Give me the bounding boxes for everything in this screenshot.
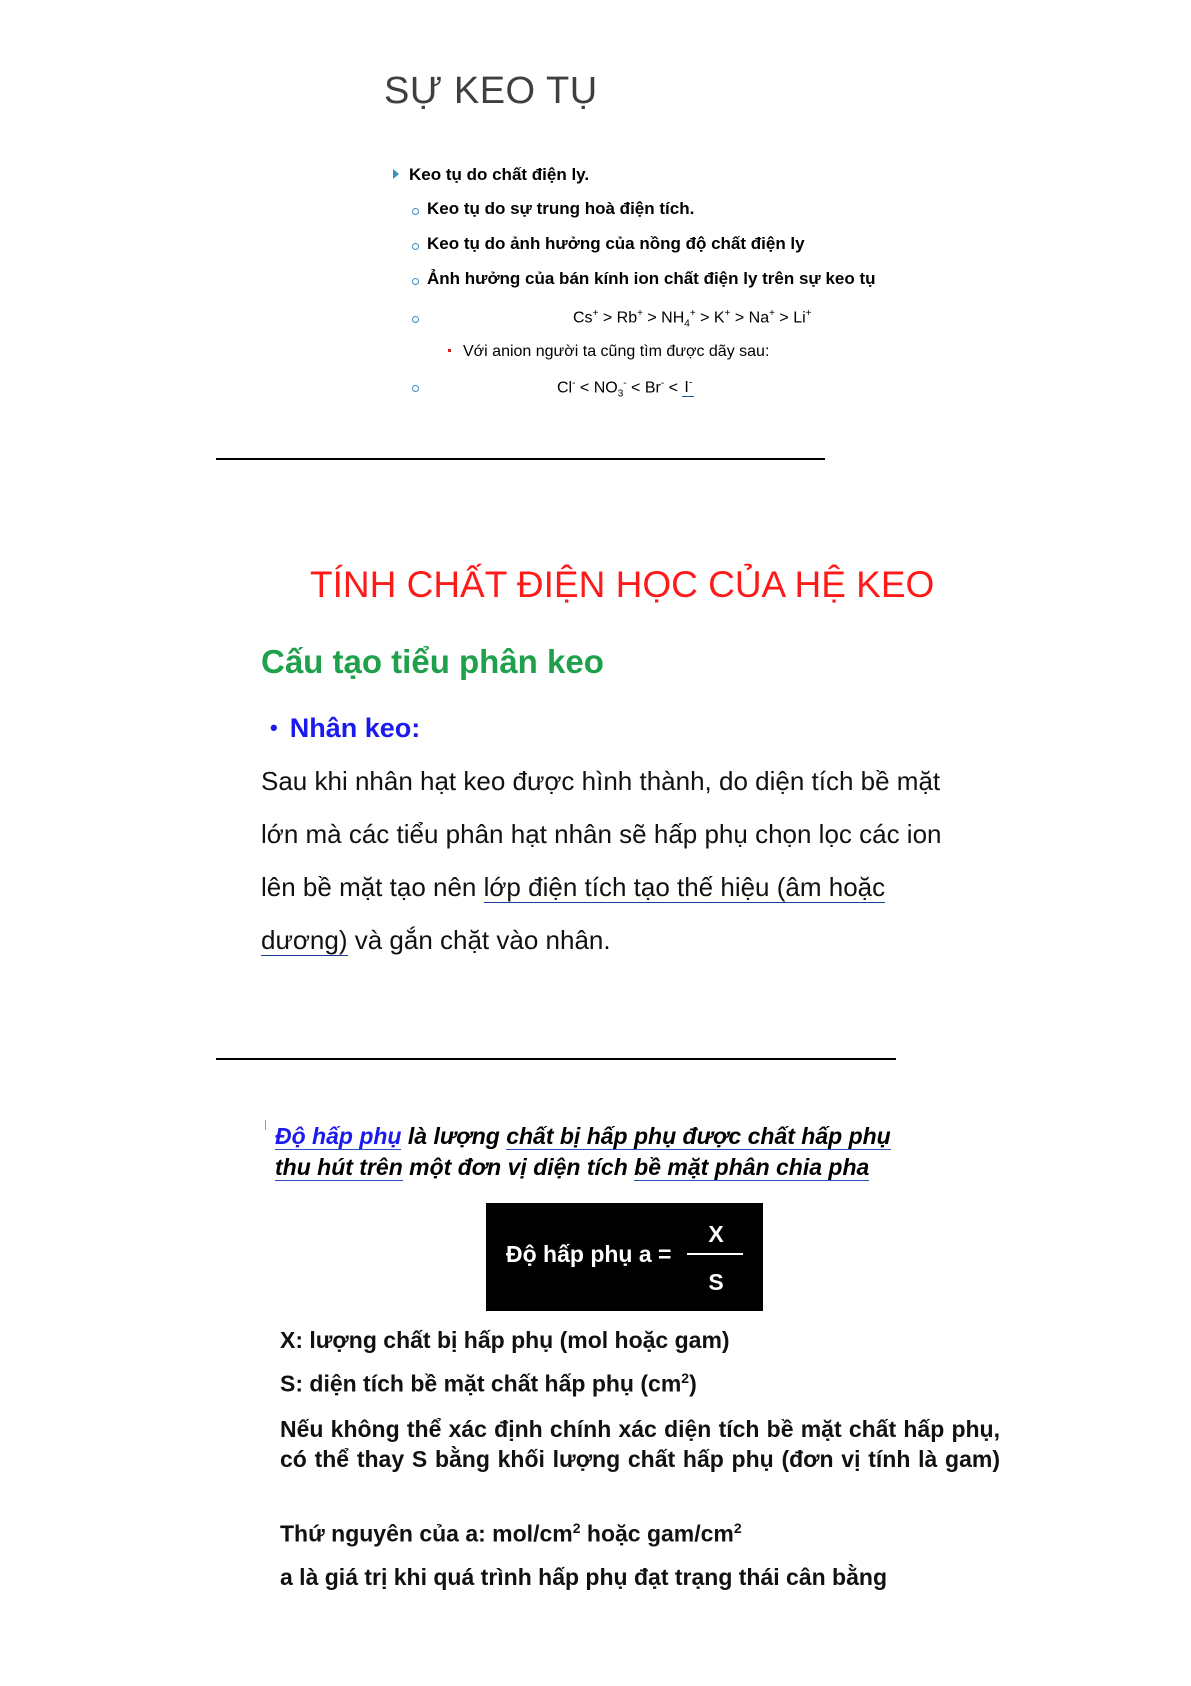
definition-s: S: diện tích bề mặt chất hấp phụ $(cm^2)$ (280, 1370, 697, 1397)
sub-item-nong-do: Keo tụ do ảnh hưởng của nồng độ chất điện ly (427, 234, 805, 253)
anion-series: $Cl^- < NO_3^- < Br^- < I^-$ (557, 378, 693, 400)
bullet-dot-icon: • (270, 715, 278, 740)
underlined-phrase: lớp điện tích tạo thế hiệu (âm hoặc (483, 872, 886, 902)
bullet-nhan-keo (270, 713, 420, 744)
formula-box (486, 1203, 763, 1311)
triangle-bullet-icon (393, 169, 399, 179)
red-square-bullet-icon (448, 349, 451, 352)
sub-item-trung-hoa: Keo tụ do sự trung hoà điện tích. (427, 199, 695, 218)
fraction-bar (687, 1253, 743, 1255)
main-bullet-keo-tu-dien-ly (393, 165, 589, 185)
definition-line-1: Độ hấp phụ là lượng chất bị hấp phụ được chất hấp phụ (275, 1123, 891, 1149)
circle-bullet-icon (412, 208, 419, 215)
subtitle-cau-tao-tieu-phan-keo: Cấu tạo tiểu phân keo (261, 643, 604, 680)
dimension-line: Thứ nguyên của a: mol/$cm^2$ hoặc gam/$cm^2$ (280, 1520, 742, 1547)
cation-series: $Cs^+ > Rb^+ > NH_4^+ > K^+ > Na^+ > Li^+$ (573, 308, 812, 330)
note-paragraph: Nếu không thể xác định chính xác diện tích bề mặt chất hấp phụ, có thể thay S bằng khối lượng chất hấp phụ (đơn vị tính là gam) (280, 1416, 1000, 1472)
paragraph-line-3: lên bề mặt tạo nên lớp điện tích tạo thế hiệu (âm hoặc (261, 872, 886, 902)
section-title-su-keo-tu: SỰ KEO TỤ (384, 70, 598, 112)
underlined-phrase: dương) (261, 925, 348, 955)
text-cursor-mark (265, 1120, 266, 1130)
section-title-tinh-chat-dien-hoc: TÍNH CHẤT ĐIỆN HỌC CỦA HỆ KEO (310, 564, 935, 605)
circle-bullet-icon (412, 243, 419, 250)
sub-item-ban-kinh-ion: Ảnh hưởng của bán kính ion chất điện ly trên sự keo tụ (427, 269, 876, 288)
circle-bullet-icon (412, 385, 419, 392)
divider-line (216, 1058, 896, 1060)
main-bullet-text: Keo tụ do chất điện ly. (409, 165, 590, 184)
term-do-hap-phu: Độ hấp phụ (275, 1123, 402, 1149)
formula-label: Độ hấp phụ a = (506, 1241, 672, 1267)
bullet-nhan-keo-text: Nhân keo: (289, 713, 421, 743)
formula-numerator: X (708, 1221, 724, 1247)
divider-line (216, 458, 825, 460)
equilibrium-line: a là giá trị khi quá trình hấp phụ đạt trạng thái cân bằng (280, 1564, 887, 1590)
anion-note: Với anion người ta cũng tìm được dãy sau: (448, 343, 769, 361)
formula-denominator: S (708, 1269, 724, 1295)
paragraph-line-1: Sau khi nhân hạt keo được hình thành, do diện tích bề mặt (261, 766, 941, 796)
definition-line-2: thu hút trên một đơn vị diện tích bề mặt phân chia pha (275, 1154, 870, 1180)
paragraph-line-2: lớn mà các tiểu phân hạt nhân sẽ hấp phụ chọn lọc các ion (261, 819, 942, 849)
underlined-iodide: I- (684, 378, 693, 397)
paragraph-line-4: dương) và gắn chặt vào nhân. (261, 925, 611, 955)
circle-bullet-icon (412, 278, 419, 285)
definition-x: X: lượng chất bị hấp phụ (mol hoặc gam) (280, 1327, 730, 1353)
circle-bullet-icon (412, 316, 419, 323)
